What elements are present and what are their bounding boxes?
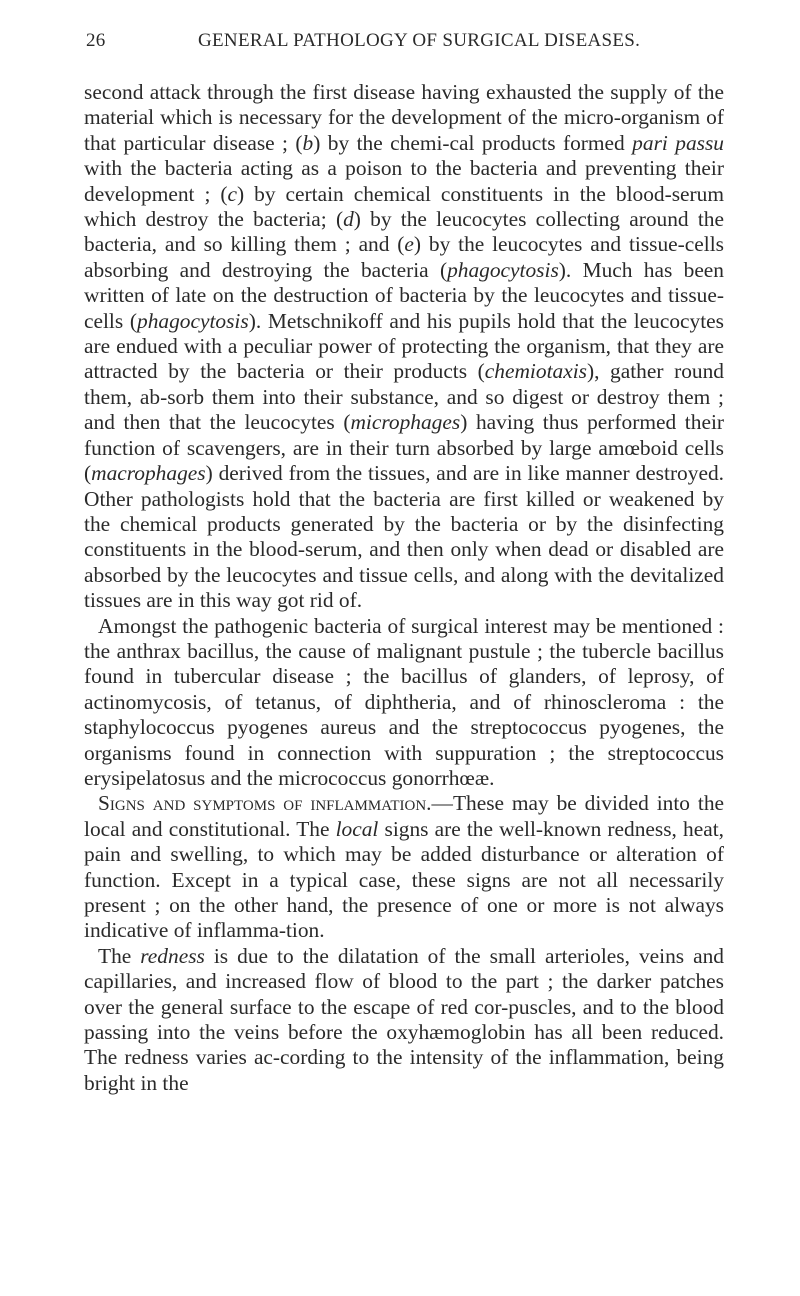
paragraph-1: second attack through the first disease having exhausted the supply of the material which is necessary for the development of the micro-organism of that particular disease ; (b) by the chemi-cal products formed pari passu with the bacteria acting as a poison to the bacteria and preventing their development ; (c) by certain chemical constituents in the blood-serum which destroy the bacteria; (d) by the leucocytes collecting around the bacteria, and so killing them ; and (e) by the leucocytes and tissue-cells absorbing and destroying the bacteria (phagocytosis). Much has been written of late on the destruction of bacteria by the leucocytes and tissue-cells (phagocytosis). Metschnikoff and his pupils hold that the leucocytes are endued with a peculiar power of protecting the organism, that they are attracted by the bacteria or their products (chemiotaxis), gather round them, ab-sorb them into their substance, and so digest or destroy them ; and then that the leucocytes (microphages) having thus performed their function of scavengers, are in their turn absorbed by large amœboid cells (macrophages) derived from the tissues, and are in like manner destroyed. Other pathologists hold that the bacteria are first killed or weakened by the chemical products generated by the bacteria or by the disinfecting constituents in the blood-serum, and then only when dead or disabled are absorbed by the leucocytes and tissue cells, and along with the devitalized tissues are in this way got rid of. [84,80,725,613]
paragraph-4: The redness is due to the dilatation of the small arterioles, veins and capillaries, and increased flow of blood to the part ; the darker patches over the general surface to the escape of red cor-puscles, and to the blood passing into the veins before the oxyhæmoglobin has all been reduced. The redness varies ac-cording to the intensity of the inflammation, being bright in the [84,943,724,1095]
page-number: 26 [86,30,106,51]
body-text [84,80,724,1096]
paragraph-2: Amongst the pathogenic bacteria of surgical interest may be mentioned : the anthrax bacillus, the cause of malignant pustule ; the tubercle bacillus found in tubercular disease ; the bacillus of glanders, of leprosy, of actinomycosis, of tetanus, of diphtheria, and of rhinoscleroma : the staphylococcus pyogenes aureus and the streptococcus pyogenes, the organisms found in connection with suppuration ; the streptococcus erysipelatosus and the micrococcus gonorrhœæ. [84,613,724,790]
running-title: GENERAL PATHOLOGY OF SURGICAL DISEASES. [198,30,641,51]
paragraph-3: Signs and symptoms of inflammation.—These may be divided into the local and constitutional. The local signs are the well-known redness, heat, pain and swelling, to which may be added disturbance or alteration of function. Except in a typical case, these signs are not all necessarily present ; on the other hand, the presence of one or more is not always indicative of inflamma-tion. [84,791,725,943]
section-heading: Signs and symptoms of inflammation. [98,791,432,816]
